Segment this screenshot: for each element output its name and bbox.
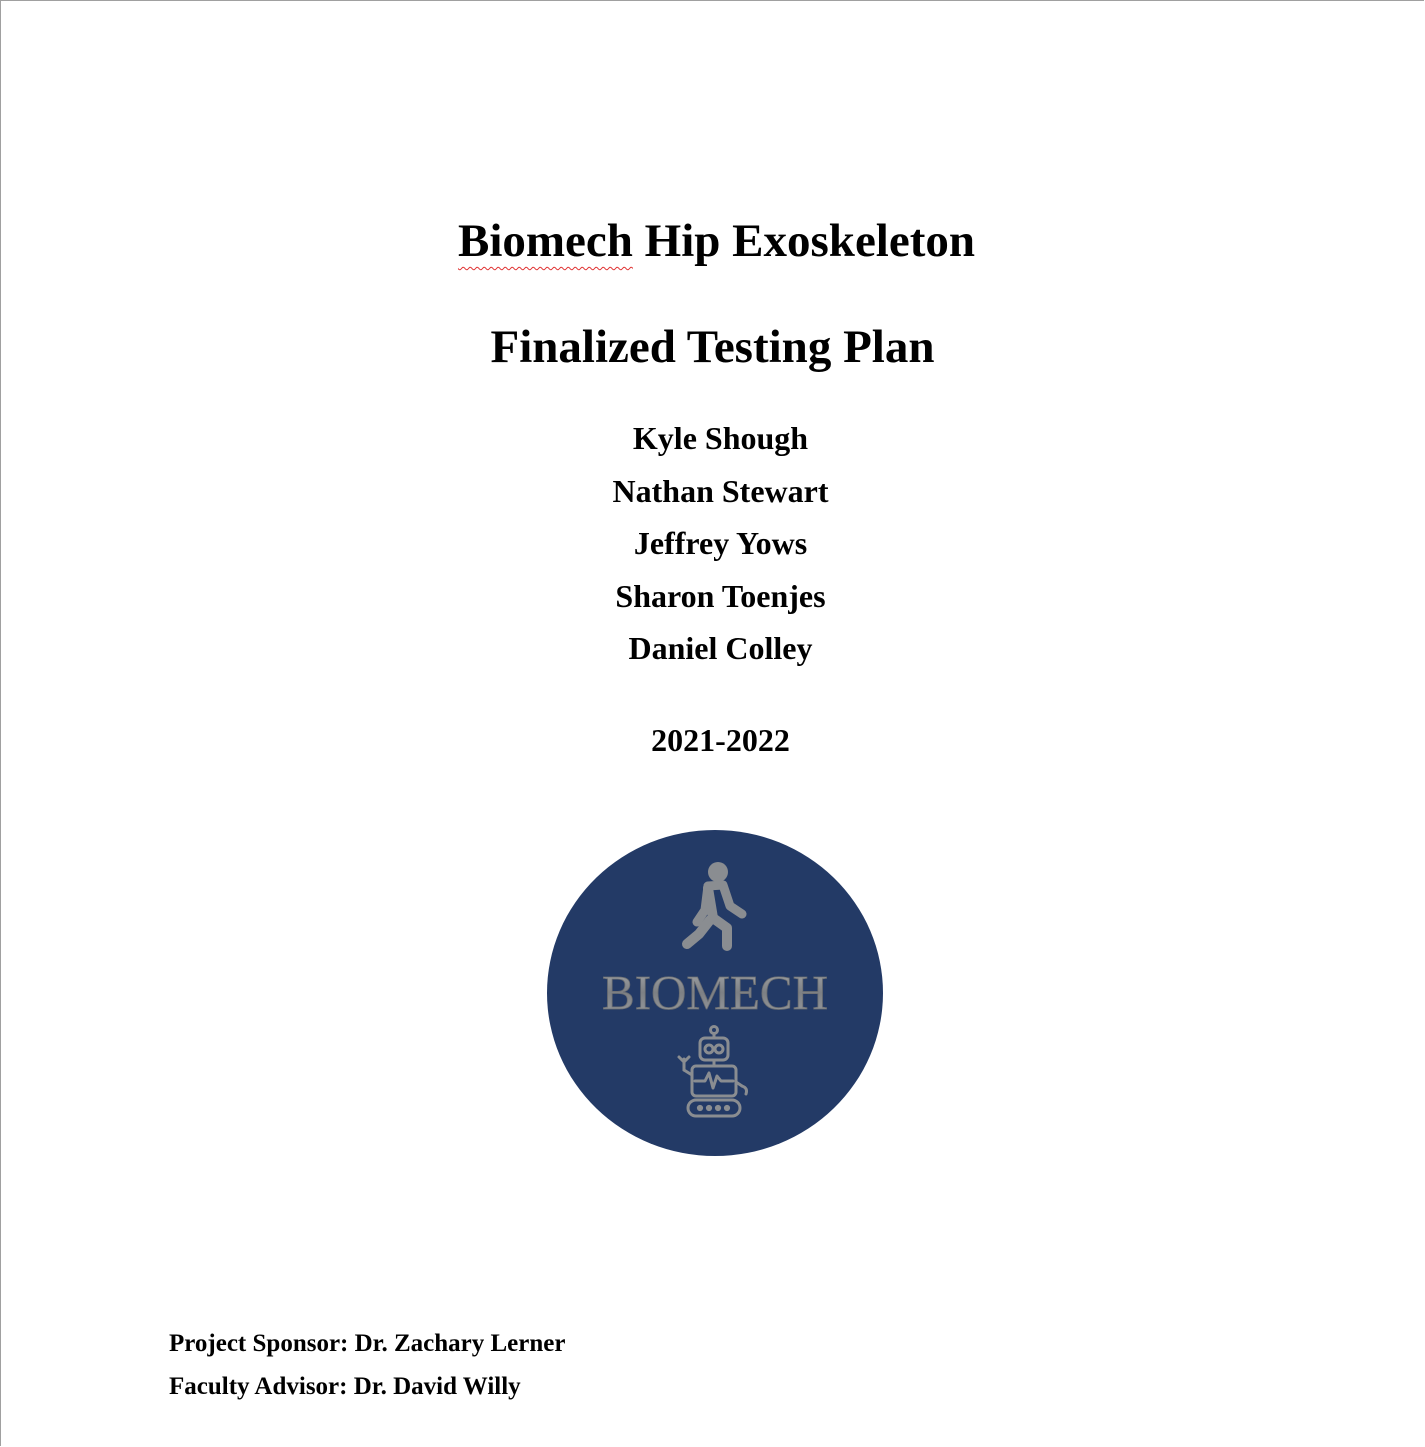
logo-wordmark: BIOMECH: [602, 965, 828, 1020]
title-rest: Hip Exoskeleton: [632, 215, 976, 267]
author-name: Sharon Toenjes: [615, 577, 826, 614]
title-misspelled-word[interactable]: Biomech: [457, 215, 633, 267]
academic-year: 2021-2022: [651, 722, 790, 758]
document-subtitle: Finalized Testing Plan: [490, 321, 935, 373]
author-name: Jeffrey Yows: [633, 525, 808, 561]
author-name: Nathan Stewart: [612, 472, 829, 509]
author-name: Kyle Shough: [632, 420, 809, 456]
sponsor-info: [169, 1322, 565, 1408]
project-sponsor: Project Sponsor: Dr. Zachary Lerner: [169, 1330, 566, 1357]
document-title: [0, 212, 1425, 270]
faculty-advisor: Faculty Advisor: Dr. David Willy: [169, 1373, 521, 1400]
author-list: [0, 412, 1425, 675]
author-name: Daniel Colley: [628, 630, 813, 666]
biomech-logo: [547, 830, 883, 1156]
